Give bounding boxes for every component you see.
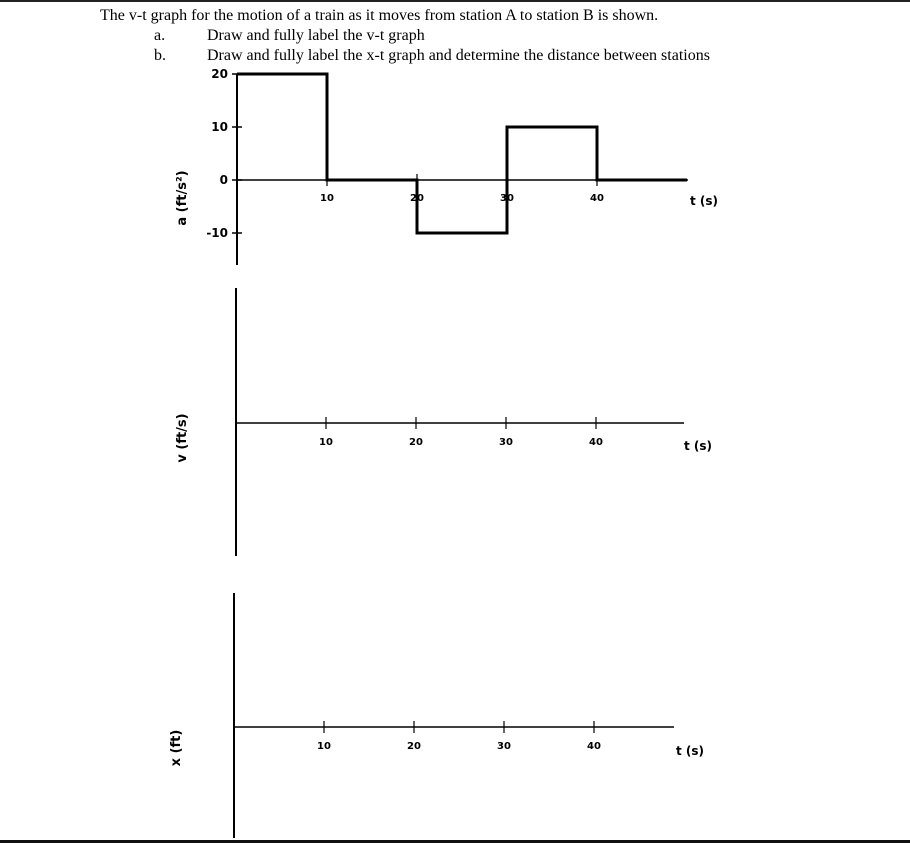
item-b-text: Draw and fully label the x-t graph and determine the distance between stations [207,47,710,64]
at-graph [175,67,718,265]
vt-x-tick-label: 10 [319,437,333,448]
vt-x-axis-label: t (s) [684,439,713,453]
xt-x-axis-label: t (s) [676,744,705,758]
bottom-rule [0,840,910,843]
at-y-tick-label: -10 [206,226,228,240]
xt-x-tick-label: 40 [587,741,601,752]
vt-graph [175,288,712,556]
item-a-letter: a. [154,27,166,44]
at-x-axis-label: t (s) [690,194,719,208]
at-y-tick-label: 0 [219,173,228,187]
at-x-tick-label: 20 [410,193,424,204]
at-x-tick-label: 10 [320,193,334,204]
at-y-axis-label: a (ft/s²) [175,170,190,226]
item-a-text: Draw and fully label the v-t graph [207,27,425,44]
vt-y-axis-label: v (ft/s) [175,413,190,463]
at-x-tick-label: 40 [590,193,604,204]
at-y-tick-label: 10 [211,120,228,134]
at-step-series [237,74,687,233]
vt-x-tick-label: 30 [499,437,513,448]
at-x-tick-label: 30 [500,193,514,204]
xt-y-axis-label: x (ft) [169,729,184,767]
question-text: The v-t graph for the motion of a train as it moves from station A to station B is shown. [100,7,659,24]
xt-x-tick-label: 20 [407,741,421,752]
item-b-letter: b. [154,47,166,64]
xt-x-tick-label: 30 [497,741,511,752]
vt-x-tick-label: 40 [589,437,603,448]
xt-graph [169,593,704,838]
xt-x-tick-label: 10 [317,741,331,752]
at-y-tick-label: 20 [211,67,228,81]
vt-x-tick-label: 20 [409,437,423,448]
